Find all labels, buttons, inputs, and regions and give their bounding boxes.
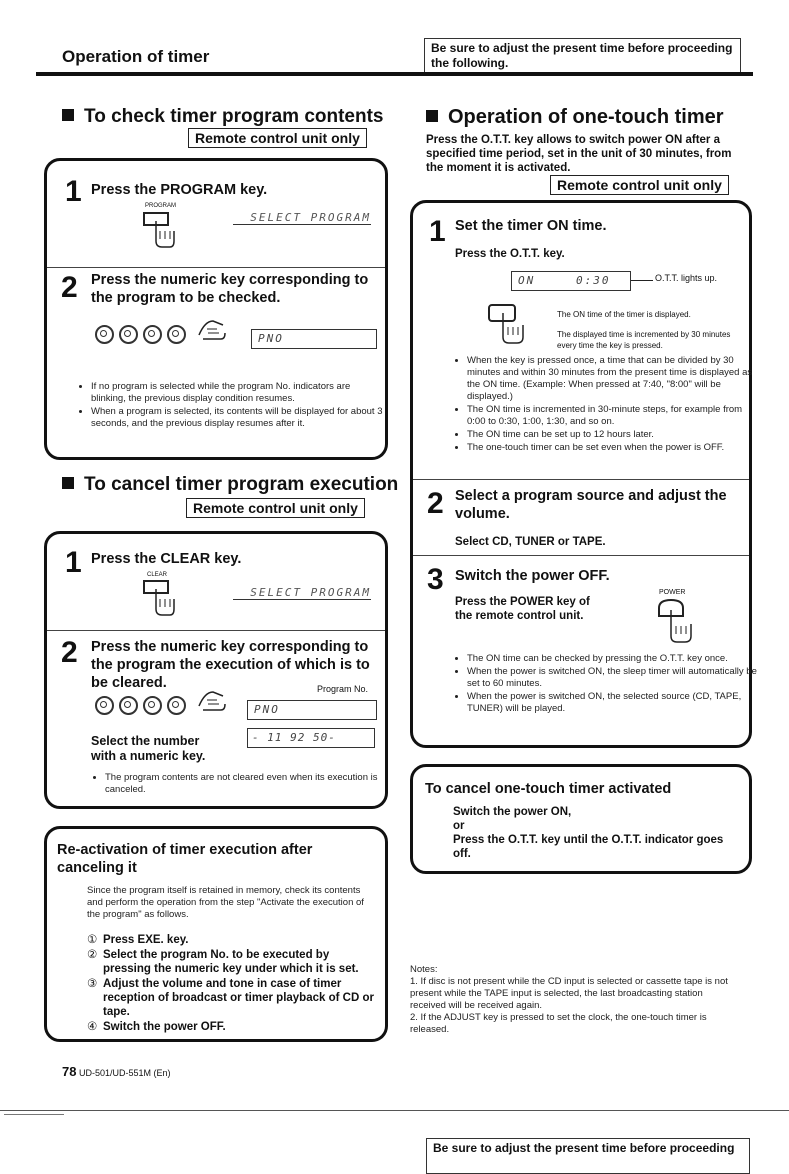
step-marker: ④ <box>87 1021 98 1033</box>
remote-only-badge: Remote control unit only <box>550 175 729 195</box>
step-text: Select the program No. to be executed by pressing the numeric key under which it is set. <box>103 949 359 975</box>
cancel-select-note: Select the number with a numeric key. <box>91 734 206 763</box>
check-notes <box>77 381 387 431</box>
ott-step1-notes <box>453 355 757 455</box>
ott-display-time: 0:30 <box>576 274 611 287</box>
step-text: Switch the power OFF. <box>103 1021 226 1033</box>
cancel-ott-line2: or <box>453 820 465 832</box>
numeric-key-icon <box>167 696 186 715</box>
reactivation-box <box>44 826 388 1042</box>
list-item: • The program contents are not cleared even when its execution is canceled. <box>105 772 389 796</box>
list-item: • When the power is switched ON, the selected source (CD, TAPE, TUNER) will be played. <box>467 691 757 715</box>
ott-step3-title: Switch the power OFF. <box>455 568 610 584</box>
ott-step1-title: Set the timer ON time. <box>455 218 607 234</box>
list-item <box>87 948 375 976</box>
cancel-display-time: - 11 92 50- <box>247 728 375 748</box>
list-item: • When the key is pressed once, a time that can be divided by 30 minutes and within 30 minutes from the present time is displayed as the ON time. (Example: When pressed at 7:40, "8:00" will be displayed.) <box>467 355 757 403</box>
numeric-key-icon <box>143 325 162 344</box>
check-step2-display: PNO <box>251 329 377 349</box>
check-section-title <box>62 106 384 128</box>
step-marker: ① <box>87 934 98 946</box>
program-no-label: Program No. <box>317 684 369 694</box>
footer <box>62 1064 171 1079</box>
step-number: 2 <box>61 636 78 669</box>
scan-mark <box>4 1114 64 1115</box>
cancel-ott-body <box>453 805 743 861</box>
step-number: 3 <box>427 563 444 596</box>
hand-pointer-icon <box>195 315 229 345</box>
check-step2-title: Press the numeric key corresponding to the program to be checked. <box>91 272 369 306</box>
step-marker: ③ <box>87 978 98 990</box>
header-rule <box>36 72 753 76</box>
ott-key-hand-icon <box>487 299 527 349</box>
list-item: • The one-touch timer can be set even when the power is OFF. <box>467 442 757 454</box>
header-note-line1: Be sure to adjust the present time before proceeding <box>431 41 733 55</box>
ott-step2-sub: Select CD, TUNER or TAPE. <box>455 536 606 548</box>
ott-display <box>511 271 631 291</box>
ott-key-note2: The displayed time is incremented by 30 minutes every time the key is pressed. <box>557 330 731 350</box>
step-marker: ② <box>87 949 98 961</box>
step-divider <box>413 479 749 480</box>
model-number: UD-501/UD-551M (En) <box>78 1068 171 1078</box>
footer-rule <box>0 1110 789 1111</box>
bleed-note-line1: Be sure to adjust the present time before proceeding <box>433 1141 735 1155</box>
ott-display-on: ON <box>518 274 536 287</box>
list-item: • The ON time is incremented in 30-minute steps, for example from 0:00 to 0:30, 1:00, 1:30, and so on. <box>467 404 757 428</box>
step-text: Adjust the volume and tone in case of timer reception of broadcast or timer playback of CD or tape. <box>103 978 374 1018</box>
cancel-step2-title: Press the numeric key corresponding to the program the execution of which is to be cleared. <box>91 639 370 691</box>
cancel-ott-line3: Press the O.T.T. key until the O.T.T. indicator goes off. <box>453 834 724 860</box>
step-number: 2 <box>427 487 444 520</box>
check-title-text: To check timer program contents <box>84 106 384 127</box>
step-divider <box>47 267 385 268</box>
page-title: Operation of timer <box>62 47 210 66</box>
bleed-header-note <box>426 1138 750 1174</box>
program-key-hand-icon <box>142 211 176 251</box>
numeric-key-icon <box>95 696 114 715</box>
clear-key-label: CLEAR <box>147 572 168 578</box>
step-text: Press EXE. key. <box>103 934 189 946</box>
cancel-ott-line1: Switch the power ON, <box>453 806 572 818</box>
ott-section-title <box>426 106 724 128</box>
cancel-ott-box <box>410 764 752 874</box>
numeric-key-icon <box>167 325 186 344</box>
list-item <box>87 933 375 947</box>
step-number: 1 <box>65 546 82 579</box>
numeric-key-icon <box>119 696 138 715</box>
ott-key-note1: The ON time of the timer is displayed. <box>557 310 691 319</box>
check-step1-display: SELECT PROGRAM <box>233 211 371 225</box>
cancel-section-title <box>62 474 398 496</box>
header-note-line2: the following. <box>431 56 509 70</box>
list-item: 2. If the ADJUST key is pressed to set the clock, the one-touch timer is released. <box>410 1012 707 1035</box>
cancel-notes <box>91 772 389 797</box>
check-step1-title: Press the PROGRAM key. <box>91 182 268 198</box>
reactivation-steps <box>87 933 375 1034</box>
list-item <box>87 977 375 1019</box>
hand-pointer-icon <box>195 686 229 716</box>
list-item: 1. If disc is not present while the CD input is selected or cassette tape is not present while the TAPE input is selected, the last broadcasting station received will be received again. <box>410 976 728 1011</box>
step-number: 1 <box>429 215 446 248</box>
step-divider <box>47 630 385 631</box>
numeric-key-icon <box>143 696 162 715</box>
list-item: • The ON time can be checked by pressing the O.T.T. key once. <box>467 653 757 665</box>
numeric-keys <box>95 325 191 349</box>
cancel-title-text: To cancel timer program execution <box>84 474 399 495</box>
section-bullet-icon <box>62 109 74 121</box>
notes-heading: Notes: <box>410 964 438 975</box>
ott-steps-box <box>410 200 757 748</box>
cancel-step1-title: Press the CLEAR key. <box>91 551 242 567</box>
check-steps-box <box>44 158 388 460</box>
ott-step3-notes <box>453 653 757 716</box>
section-bullet-icon <box>426 110 438 122</box>
reactivation-title: Re-activation of timer execution after canceling it <box>57 842 313 876</box>
ott-step3-sub: Press the POWER key of the remote control unit. <box>455 596 590 622</box>
cancel-display-pno: PNO <box>247 700 377 720</box>
remote-only-badge: Remote control unit only <box>186 498 365 518</box>
remote-only-badge: Remote control unit only <box>188 128 367 148</box>
page-number: 78 <box>62 1064 77 1079</box>
clear-key-hand-icon <box>142 579 176 619</box>
ott-step1-sub: Press the O.T.T. key. <box>455 248 565 260</box>
section-bullet-icon <box>62 477 74 489</box>
callout-line <box>631 280 653 281</box>
numeric-key-icon <box>95 325 114 344</box>
cancel-steps-box <box>44 531 388 809</box>
program-key-label: PROGRAM <box>145 203 177 209</box>
list-item <box>87 1020 375 1034</box>
list-item: • If no program is selected while the program No. indicators are blinking, the previous display condition resumes. <box>91 381 387 405</box>
reactivation-intro: Since the program itself is retained in memory, check its contents and perform the operation from the step "Activate the execution of the program" as follows. <box>87 885 364 920</box>
header-note <box>424 38 741 74</box>
ott-step2-title: Select a program source and adjust the volume. <box>455 488 727 522</box>
ott-title-text: Operation of one-touch timer <box>448 106 724 128</box>
list-item: • The ON time can be set up to 12 hours later. <box>467 429 757 441</box>
power-key-label: POWER <box>659 589 686 596</box>
step-divider <box>413 555 749 556</box>
step-number: 2 <box>61 271 78 304</box>
ott-intro: Press the O.T.T. key allows to switch power ON after a specified time period, set in the unit of 30 minutes, from the moment it is activated. <box>426 134 732 174</box>
cancel-step1-display: SELECT PROGRAM <box>233 586 371 600</box>
notes-block <box>410 964 738 1036</box>
list-item: • When a program is selected, its contents will be displayed for about 3 seconds, and the previous display resumes after it. <box>91 406 387 430</box>
numeric-keys <box>95 696 191 720</box>
cancel-ott-title: To cancel one-touch timer activated <box>425 781 672 797</box>
step-number: 1 <box>65 175 82 208</box>
list-item: • When the power is switched ON, the sleep timer will automatically be set to 60 minutes. <box>467 666 757 690</box>
numeric-key-icon <box>119 325 138 344</box>
power-key-hand-icon <box>657 598 697 644</box>
ott-lights-note: O.T.T. lights up. <box>655 273 718 283</box>
